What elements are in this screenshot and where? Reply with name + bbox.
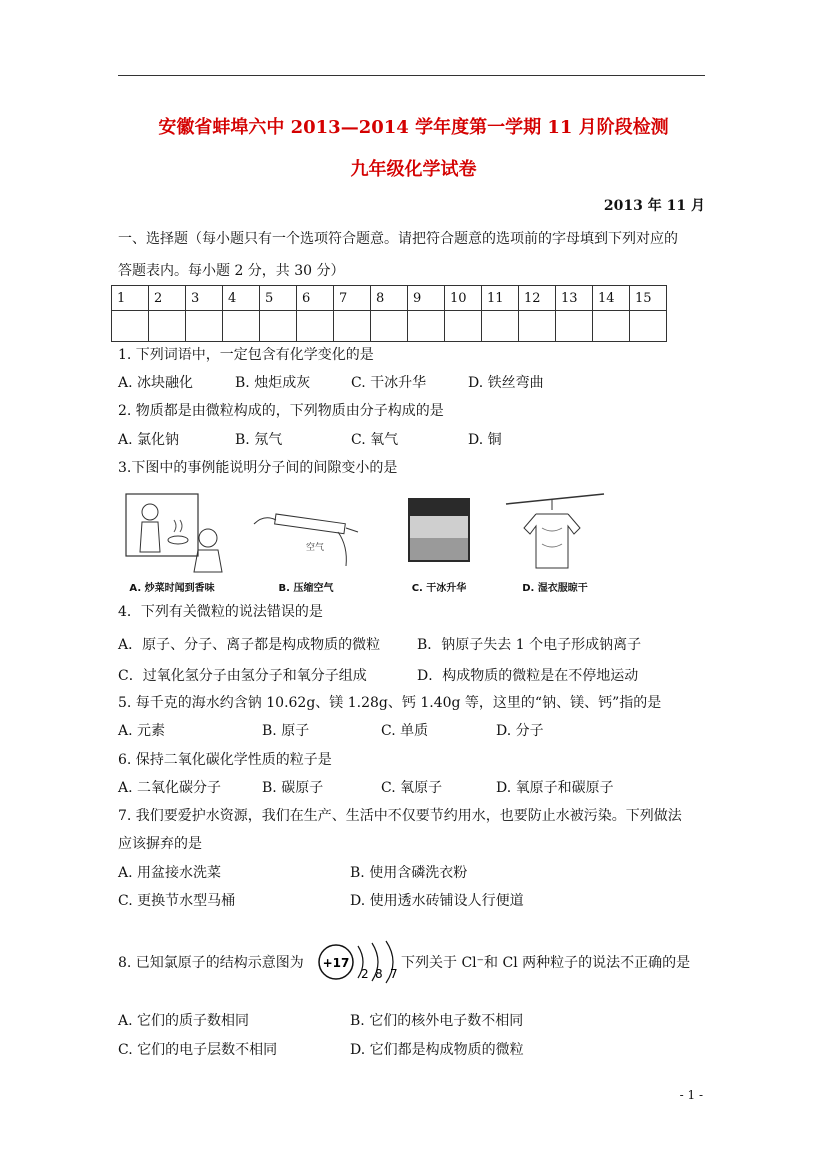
q1-option-b: B. 烛炬成灰 xyxy=(235,375,311,391)
shell-1-count: 2 xyxy=(361,967,369,981)
answer-cell[interactable] xyxy=(371,311,408,342)
q3-figure-strip xyxy=(118,488,608,596)
chlorine-atom-diagram xyxy=(316,940,406,984)
figure-b-syringe xyxy=(246,488,366,596)
answer-number: 6 xyxy=(297,286,334,311)
q6-option-a: A. 二氧化碳分子 xyxy=(118,780,222,796)
clothes-illustration xyxy=(502,488,608,578)
q5-stem: 5. 每千克的海水约含钠 10.62g、镁 1.28g、钙 1.40g 等，这里的“钠、镁、钙”指的是 xyxy=(118,695,662,711)
answer-table-blank-row xyxy=(112,311,667,342)
exam-subtitle: 九年级化学试卷 xyxy=(350,159,477,180)
q4-stem: 4．下列有关微粒的说法错误的是 xyxy=(118,604,323,620)
q1-stem: 1. 下列词语中，一定包含有化学变化的是 xyxy=(118,347,374,363)
q3-stem: 3.下图中的事例能说明分子间的间隙变小的是 xyxy=(118,460,398,476)
answer-cell[interactable] xyxy=(112,311,149,342)
q7-option-d: D. 使用透水砖铺设人行便道 xyxy=(350,893,524,909)
answer-number: 10 xyxy=(445,286,482,311)
section-intro-line2: 答题表内。每小题 2 分，共 30 分） xyxy=(118,263,345,279)
figure-c-dry-ice xyxy=(394,488,484,596)
answer-number: 1 xyxy=(112,286,149,311)
q6-option-d: D. 氧原子和碳原子 xyxy=(496,780,614,796)
q2-stem: 2. 物质都是由微粒构成的，下列物质由分子构成的是 xyxy=(118,403,444,419)
answer-cell[interactable] xyxy=(556,311,593,342)
q6-stem: 6. 保持二氧化碳化学性质的粒子是 xyxy=(118,752,332,768)
q8-stem-post: 下列关于 Cl⁻和 Cl 两种粒子的说法不正确的是 xyxy=(401,955,691,971)
figure-d-clothes xyxy=(502,488,608,596)
q6-option-c: C. 氧原子 xyxy=(381,780,443,796)
exam-title: 安徽省蚌埠六中 2013—2014 学年度第一学期 11 月阶段检测 xyxy=(158,117,669,138)
answer-cell[interactable] xyxy=(260,311,297,342)
q5-option-a: A. 元素 xyxy=(118,723,166,739)
cooking-illustration xyxy=(118,488,226,578)
answer-cell[interactable] xyxy=(519,311,556,342)
answer-number: 15 xyxy=(630,286,667,311)
figure-c-caption: C. 干冰升华 xyxy=(411,583,467,594)
nucleus-charge: +17 xyxy=(322,956,350,970)
air-label: 空气 xyxy=(306,543,325,553)
q1-option-a: A. 冰块融化 xyxy=(118,375,194,391)
q8-stem-pre: 8. 已知氯原子的结构示意图为 xyxy=(118,955,304,971)
answer-number: 9 xyxy=(408,286,445,311)
answer-number: 5 xyxy=(260,286,297,311)
header-rule xyxy=(118,75,705,76)
answer-table xyxy=(111,285,667,342)
section-intro-line1: 一、选择题（每小题只有一个选项符合题意。请把符合题意的选项前的字母填到下列对应的 xyxy=(118,231,678,247)
answer-number: 7 xyxy=(334,286,371,311)
q1-option-c: C. 干冰升华 xyxy=(351,375,427,391)
q8-option-c: C. 它们的电子层数不相同 xyxy=(118,1042,278,1058)
q8-option-b: B. 它们的核外电子数不相同 xyxy=(350,1013,524,1029)
figure-a-cooking xyxy=(118,488,226,596)
answer-cell[interactable] xyxy=(149,311,186,342)
shell-2-count: 8 xyxy=(375,967,383,981)
q7-option-b: B. 使用含磷洗衣粉 xyxy=(350,865,468,881)
answer-cell[interactable] xyxy=(630,311,667,342)
q5-option-b: B. 原子 xyxy=(262,723,310,739)
q8-option-a: A. 它们的质子数相同 xyxy=(118,1013,250,1029)
q5-option-c: C. 单质 xyxy=(381,723,429,739)
answer-number: 11 xyxy=(482,286,519,311)
answer-number: 2 xyxy=(149,286,186,311)
answer-number: 13 xyxy=(556,286,593,311)
q8-option-d: D. 它们都是构成物质的微粒 xyxy=(350,1042,524,1058)
q4-option-c: C．过氧化氢分子由氢分子和氧分子组成 xyxy=(118,668,367,684)
shell-3-count: 7 xyxy=(390,967,398,981)
answer-number: 12 xyxy=(519,286,556,311)
answer-cell[interactable] xyxy=(482,311,519,342)
dry-ice-illustration xyxy=(394,488,484,578)
answer-number: 8 xyxy=(371,286,408,311)
q1-option-d: D. 铁丝弯曲 xyxy=(468,375,544,391)
q2-option-b: B. 氖气 xyxy=(235,432,283,448)
figure-b-caption: B. 压缩空气 xyxy=(278,583,334,594)
q7-stem-line2: 应该摒弃的是 xyxy=(118,836,202,852)
q7-option-a: A. 用盆接水洗菜 xyxy=(118,865,222,881)
q6-option-b: B. 碳原子 xyxy=(262,780,324,796)
answer-cell[interactable] xyxy=(297,311,334,342)
q7-option-c: C. 更换节水型马桶 xyxy=(118,893,236,909)
figure-a-caption: A. 炒菜时闻到香味 xyxy=(129,583,215,594)
q2-option-d: D. 铜 xyxy=(468,432,502,448)
q2-option-a: A. 氯化钠 xyxy=(118,432,180,448)
q2-option-c: C. 氧气 xyxy=(351,432,399,448)
q7-stem-line1: 7. 我们要爱护水资源，我们在生产、生活中不仅要节约用水，也要防止水被污染。下列做法 xyxy=(118,808,682,824)
answer-cell[interactable] xyxy=(408,311,445,342)
answer-table-header-row xyxy=(112,286,667,311)
answer-cell[interactable] xyxy=(334,311,371,342)
q4-option-b: B．钠原子失去 1 个电子形成钠离子 xyxy=(417,637,642,653)
q4-option-a: A．原子、分子、离子都是构成物质的微粒 xyxy=(118,637,381,653)
answer-cell[interactable] xyxy=(445,311,482,342)
answer-number: 14 xyxy=(593,286,630,311)
answer-number: 4 xyxy=(223,286,260,311)
answer-cell[interactable] xyxy=(593,311,630,342)
q4-option-d: D．构成物质的微粒是在不停地运动 xyxy=(417,668,639,684)
exam-date: 2013 年 11 月 xyxy=(603,198,705,214)
answer-cell[interactable] xyxy=(223,311,260,342)
figure-d-caption: D. 湿衣服晾干 xyxy=(522,583,588,594)
answer-cell[interactable] xyxy=(186,311,223,342)
syringe-illustration xyxy=(246,488,366,578)
page-number: - 1 - xyxy=(679,1088,703,1102)
q5-option-d: D. 分子 xyxy=(496,723,544,739)
answer-number: 3 xyxy=(186,286,223,311)
